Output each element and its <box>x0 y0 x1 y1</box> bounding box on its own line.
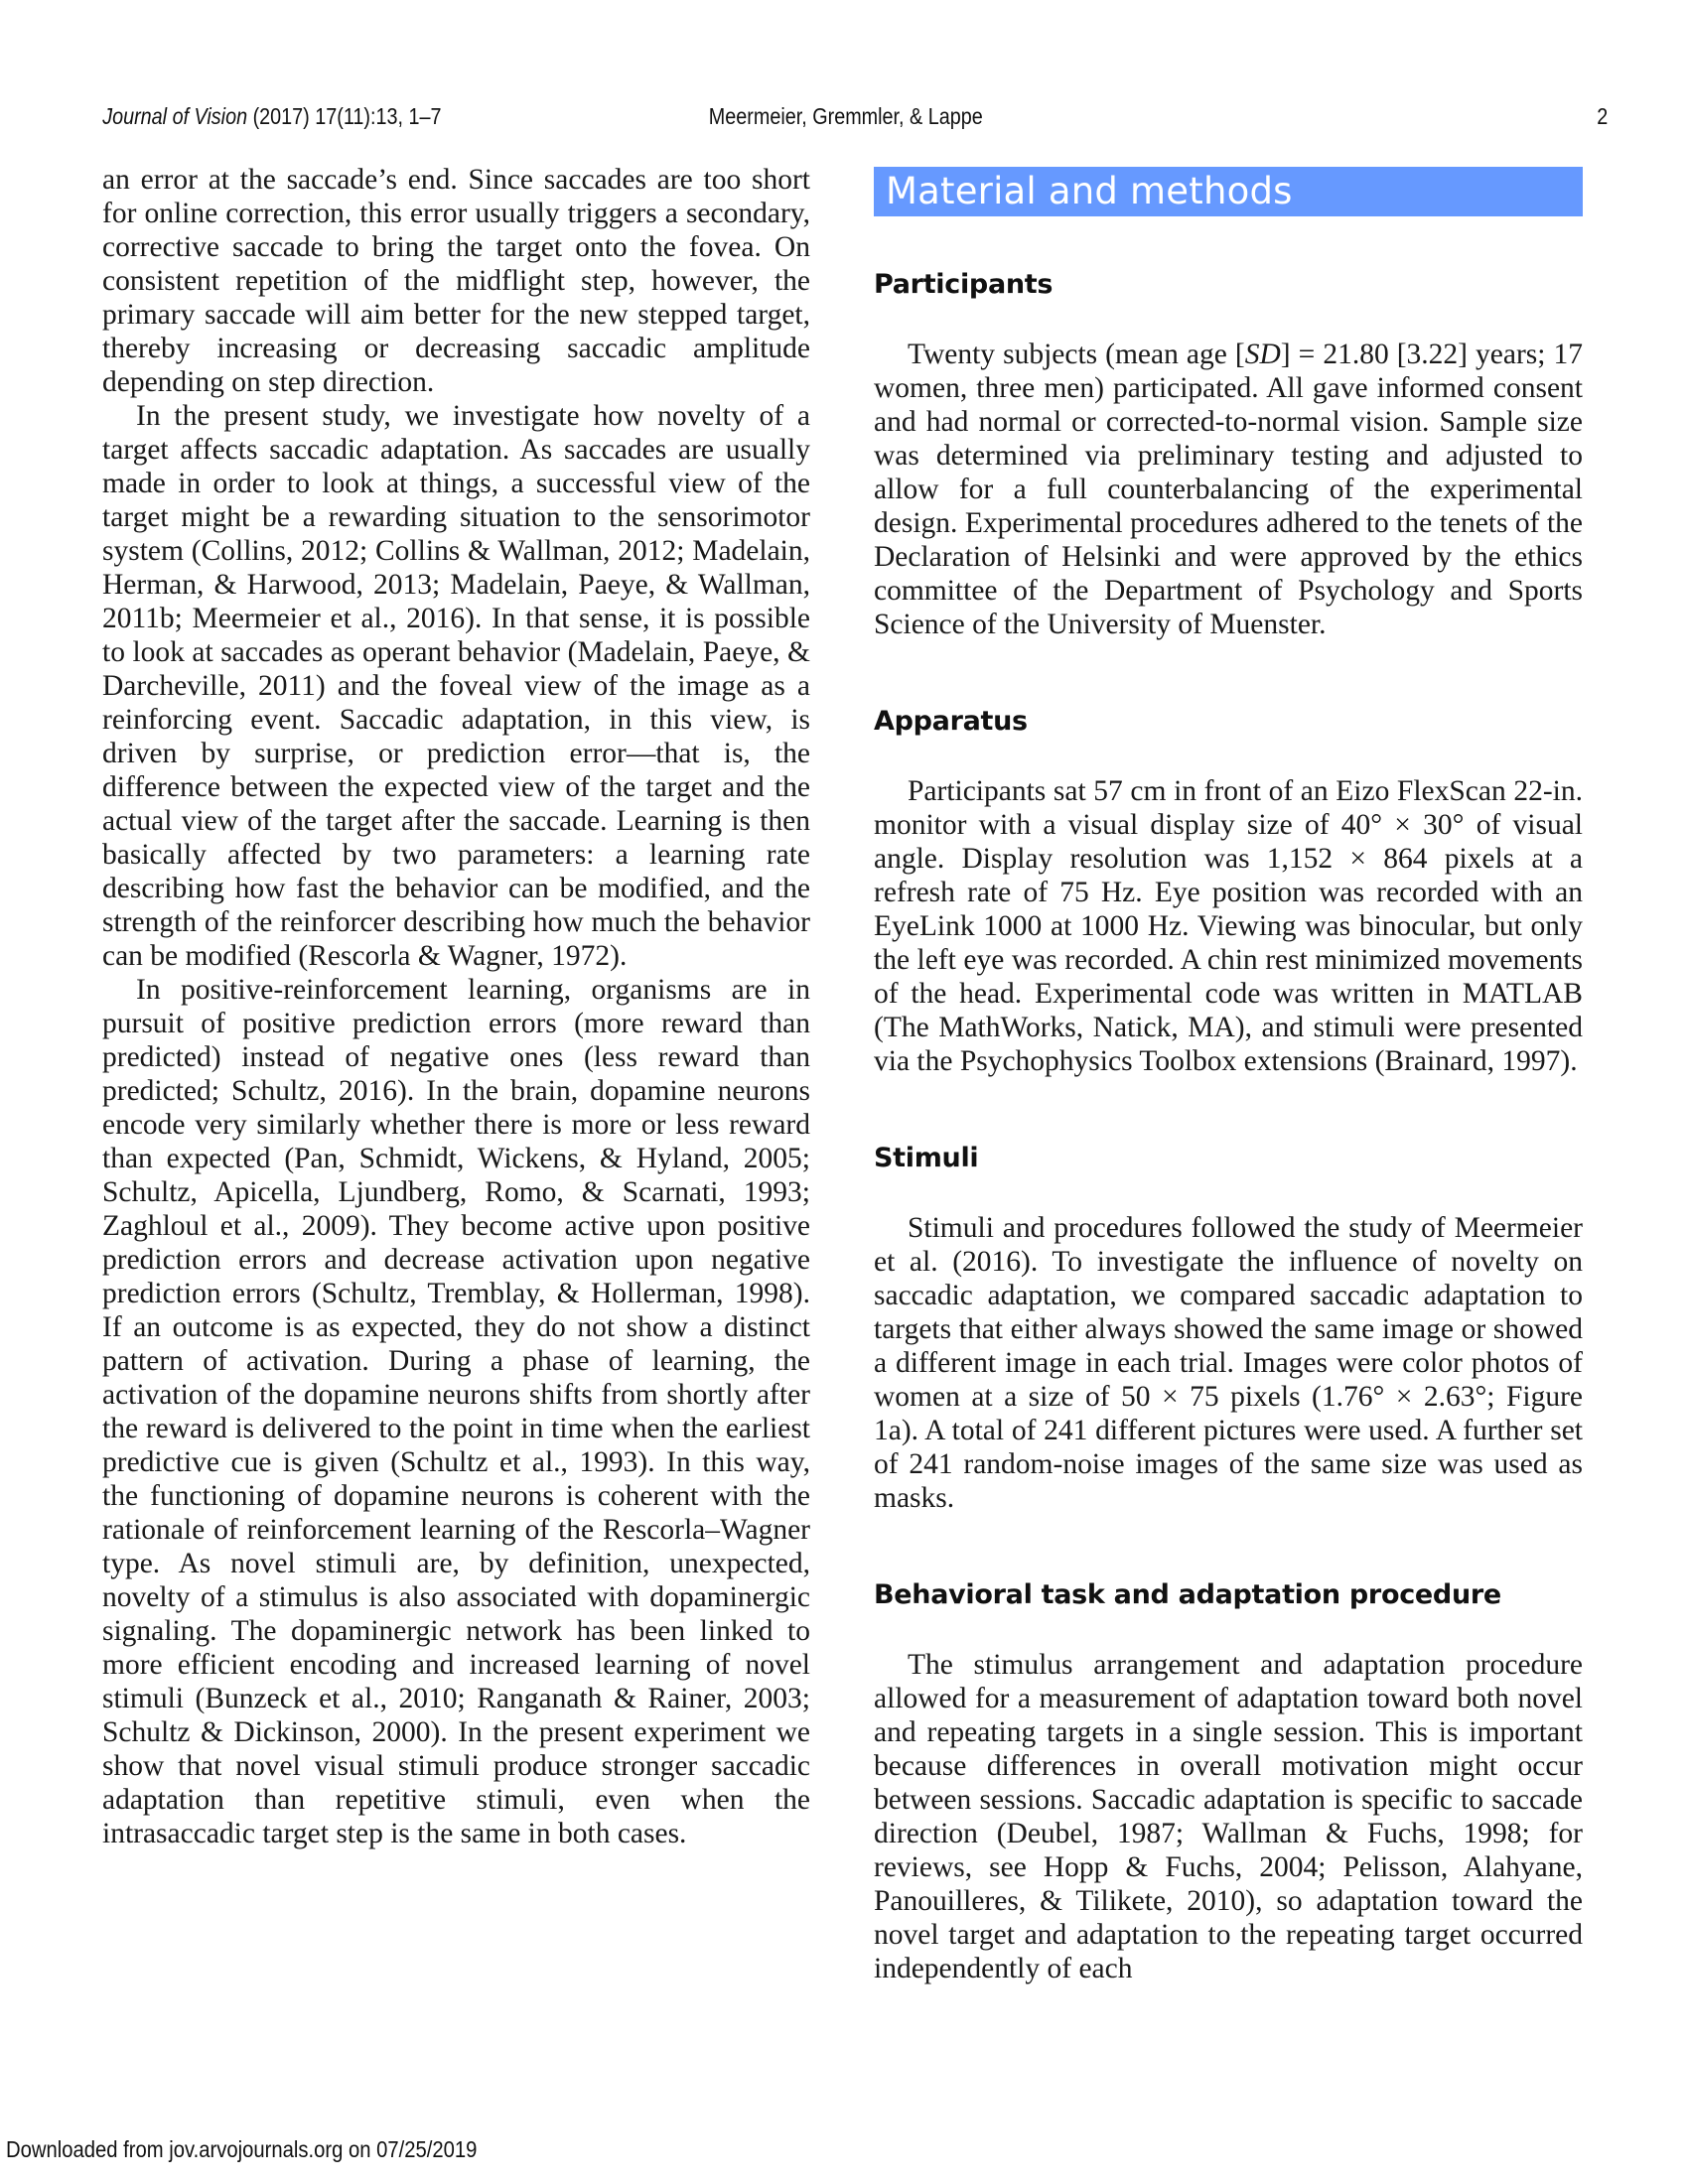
participants-paragraph <box>874 338 1583 641</box>
subsection-heading-participants: Participants <box>874 269 1054 300</box>
text-run: ] = 21.80 [3.22] years; 17 women, three men) participated. All gave informed consent and had normal or corrected-to-normal vision. Sample size was determined via preliminary testing and adjusted to allow for a full counterbalancing of the experimental design. Experimental procedures adhered to the tenets of the Declaration of Helsinki and were approved by the ethics committee of the Department of Psychology and Sports Science of the University of Muenster. <box>874 339 1584 640</box>
running-head-authors: Meermeier, Gremmler, & Lappe <box>708 103 983 129</box>
left-column <box>102 163 810 1850</box>
body-paragraph: an error at the saccade’s end. Since saccades are too short for online correction, this error usually triggers a secondary, corrective saccade to bring the target onto the fovea. On consistent repetition of the midflight step, however, the primary saccade will aim better for the new stepped target, thereby increasing or decreasing saccadic amplitude depending on step direction. <box>102 164 810 398</box>
body-paragraph: In positive-reinforcement learning, organisms are in pursuit of positive prediction errors (more reward than predicted) instead of negative ones (less reward than predicted; Schultz, 2016). In the brain, dopamine neurons encode very similarly whether there is more or less reward than expected (Pan, Schmidt, Wickens, & Hyland, 2005; Schultz, Apicella, Ljundberg, Romo, & Scarnati, 1993; Zaghloul et al., 2009). They become active upon positive prediction errors and decrease activation upon negative prediction errors (Schultz, Tremblay, & Hollerman, 1998). If an outcome is as expected, they do not show a distinct pattern of activation. During a phase of learning, the activation of the dopamine neurons shifts from shortly after the reward is delivered to the point in time when the earliest predictive cue is given (Schultz et al., 1993). In this way, the functioning of dopamine neurons is coherent with the rationale of reinforcement learning of the Rescorla–Wagner type. As novel stimuli are, by definition, unexpected, novelty of a stimulus is also associated with dopaminergic signaling. The dopaminergic network has been linked to more efficient encoding and increased learning of novel stimuli (Bunzeck et al., 2010; Ranganath & Rainer, 2003; Schultz & Dickinson, 2000). In the present experiment we show that novel visual stimuli produce stronger saccadic adaptation than repetitive stimuli, even when the intrasaccadic target step is the same in both cases. <box>102 974 810 1849</box>
section-heading: Material and methods <box>874 167 1583 216</box>
behavioral-task-paragraph: The stimulus arrangement and adaptation procedure allowed for a measurement of adaptation toward both novel and repeating targets in a single session. This is important because differences in overall motivation might occur between sessions. Saccadic adaptation is specific to saccade direction (Deubel, 1987; Wallman & Fuchs, 1998; for reviews, see Hopp & Fuchs, 2004; Pelisson, Alahyane, Panouilleres, & Tilikete, 2010), so adaptation toward the novel target and adaptation to the repeating target occurred independently of each <box>874 1649 1583 1984</box>
journal-citation <box>102 103 441 130</box>
italic-symbol: SD <box>1244 339 1281 370</box>
stimuli-paragraph: Stimuli and procedures followed the study of Meermeier et al. (2016). To investigate the influence of novelty on saccadic adaptation, we compared saccadic adaptation to targets that either always showed the same image or showed a different image in each trial. Images were color photos of women at a size of 50 × 75 pixels (1.76° × 2.63°; Figure 1a). A total of 241 different pictures were used. A further set of 241 random-noise images of the same size was used as masks. <box>874 1212 1583 1514</box>
subsection-heading-behavioral-task: Behavioral task and adaptation procedure <box>874 1579 1501 1610</box>
apparatus-paragraph: Participants sat 57 cm in front of an Eizo FlexScan 22-in. monitor with a visual display size of 40° × 30° of visual angle. Display resolution was 1,152 × 864 pixels at a refresh rate of 75 Hz. Eye position was recorded with an EyeLink 1000 at 1000 Hz. Viewing was binocular, but only the left eye was recorded. A chin rest minimized movements of the head. Experimental code was written in MATLAB (The MathWorks, Natick, MA), and stimuli were presented via the Psychophysics Toolbox extensions (Brainard, 1997). <box>874 775 1583 1077</box>
download-footer: Downloaded from jov.arvojournals.org on 07/25/2019 <box>6 2136 478 2162</box>
subsection-heading-apparatus: Apparatus <box>874 706 1028 737</box>
subsection-heading-stimuli: Stimuli <box>874 1143 979 1173</box>
journal-title: Journal of Vision <box>102 103 248 129</box>
right-column <box>874 167 1583 1985</box>
text-run: Twenty subjects (mean age [ <box>908 339 1245 370</box>
page-number: 2 <box>1597 103 1609 129</box>
citation-details: (2017) 17(11):13, 1–7 <box>247 103 442 129</box>
running-head <box>0 103 1609 133</box>
body-paragraph: In the present study, we investigate how novelty of a target affects saccadic adaptation. As saccades are usually made in order to look at things, a successful view of the target might be a rewarding situation to the sensorimotor system (Collins, 2012; Collins & Wallman, 2012; Madelain, Herman, & Harwood, 2013; Madelain, Paeye, & Wallman, 2011b; Meermeier et al., 2016). In that sense, it is possible to look at saccades as operant behavior (Madelain, Paeye, & Darcheville, 2011) and the foveal view of the image as a reinforcing event. Saccadic adaptation, in this view, is driven by surprise, or prediction error—that is, the difference between the expected view of the target and the actual view of the target after the saccade. Learning is then basically affected by two parameters: a learning rate describing how fast the behavior can be modified, and the strength of the reinforcer describing how much the behavior can be modified (Rescorla & Wagner, 1972). <box>102 400 810 972</box>
